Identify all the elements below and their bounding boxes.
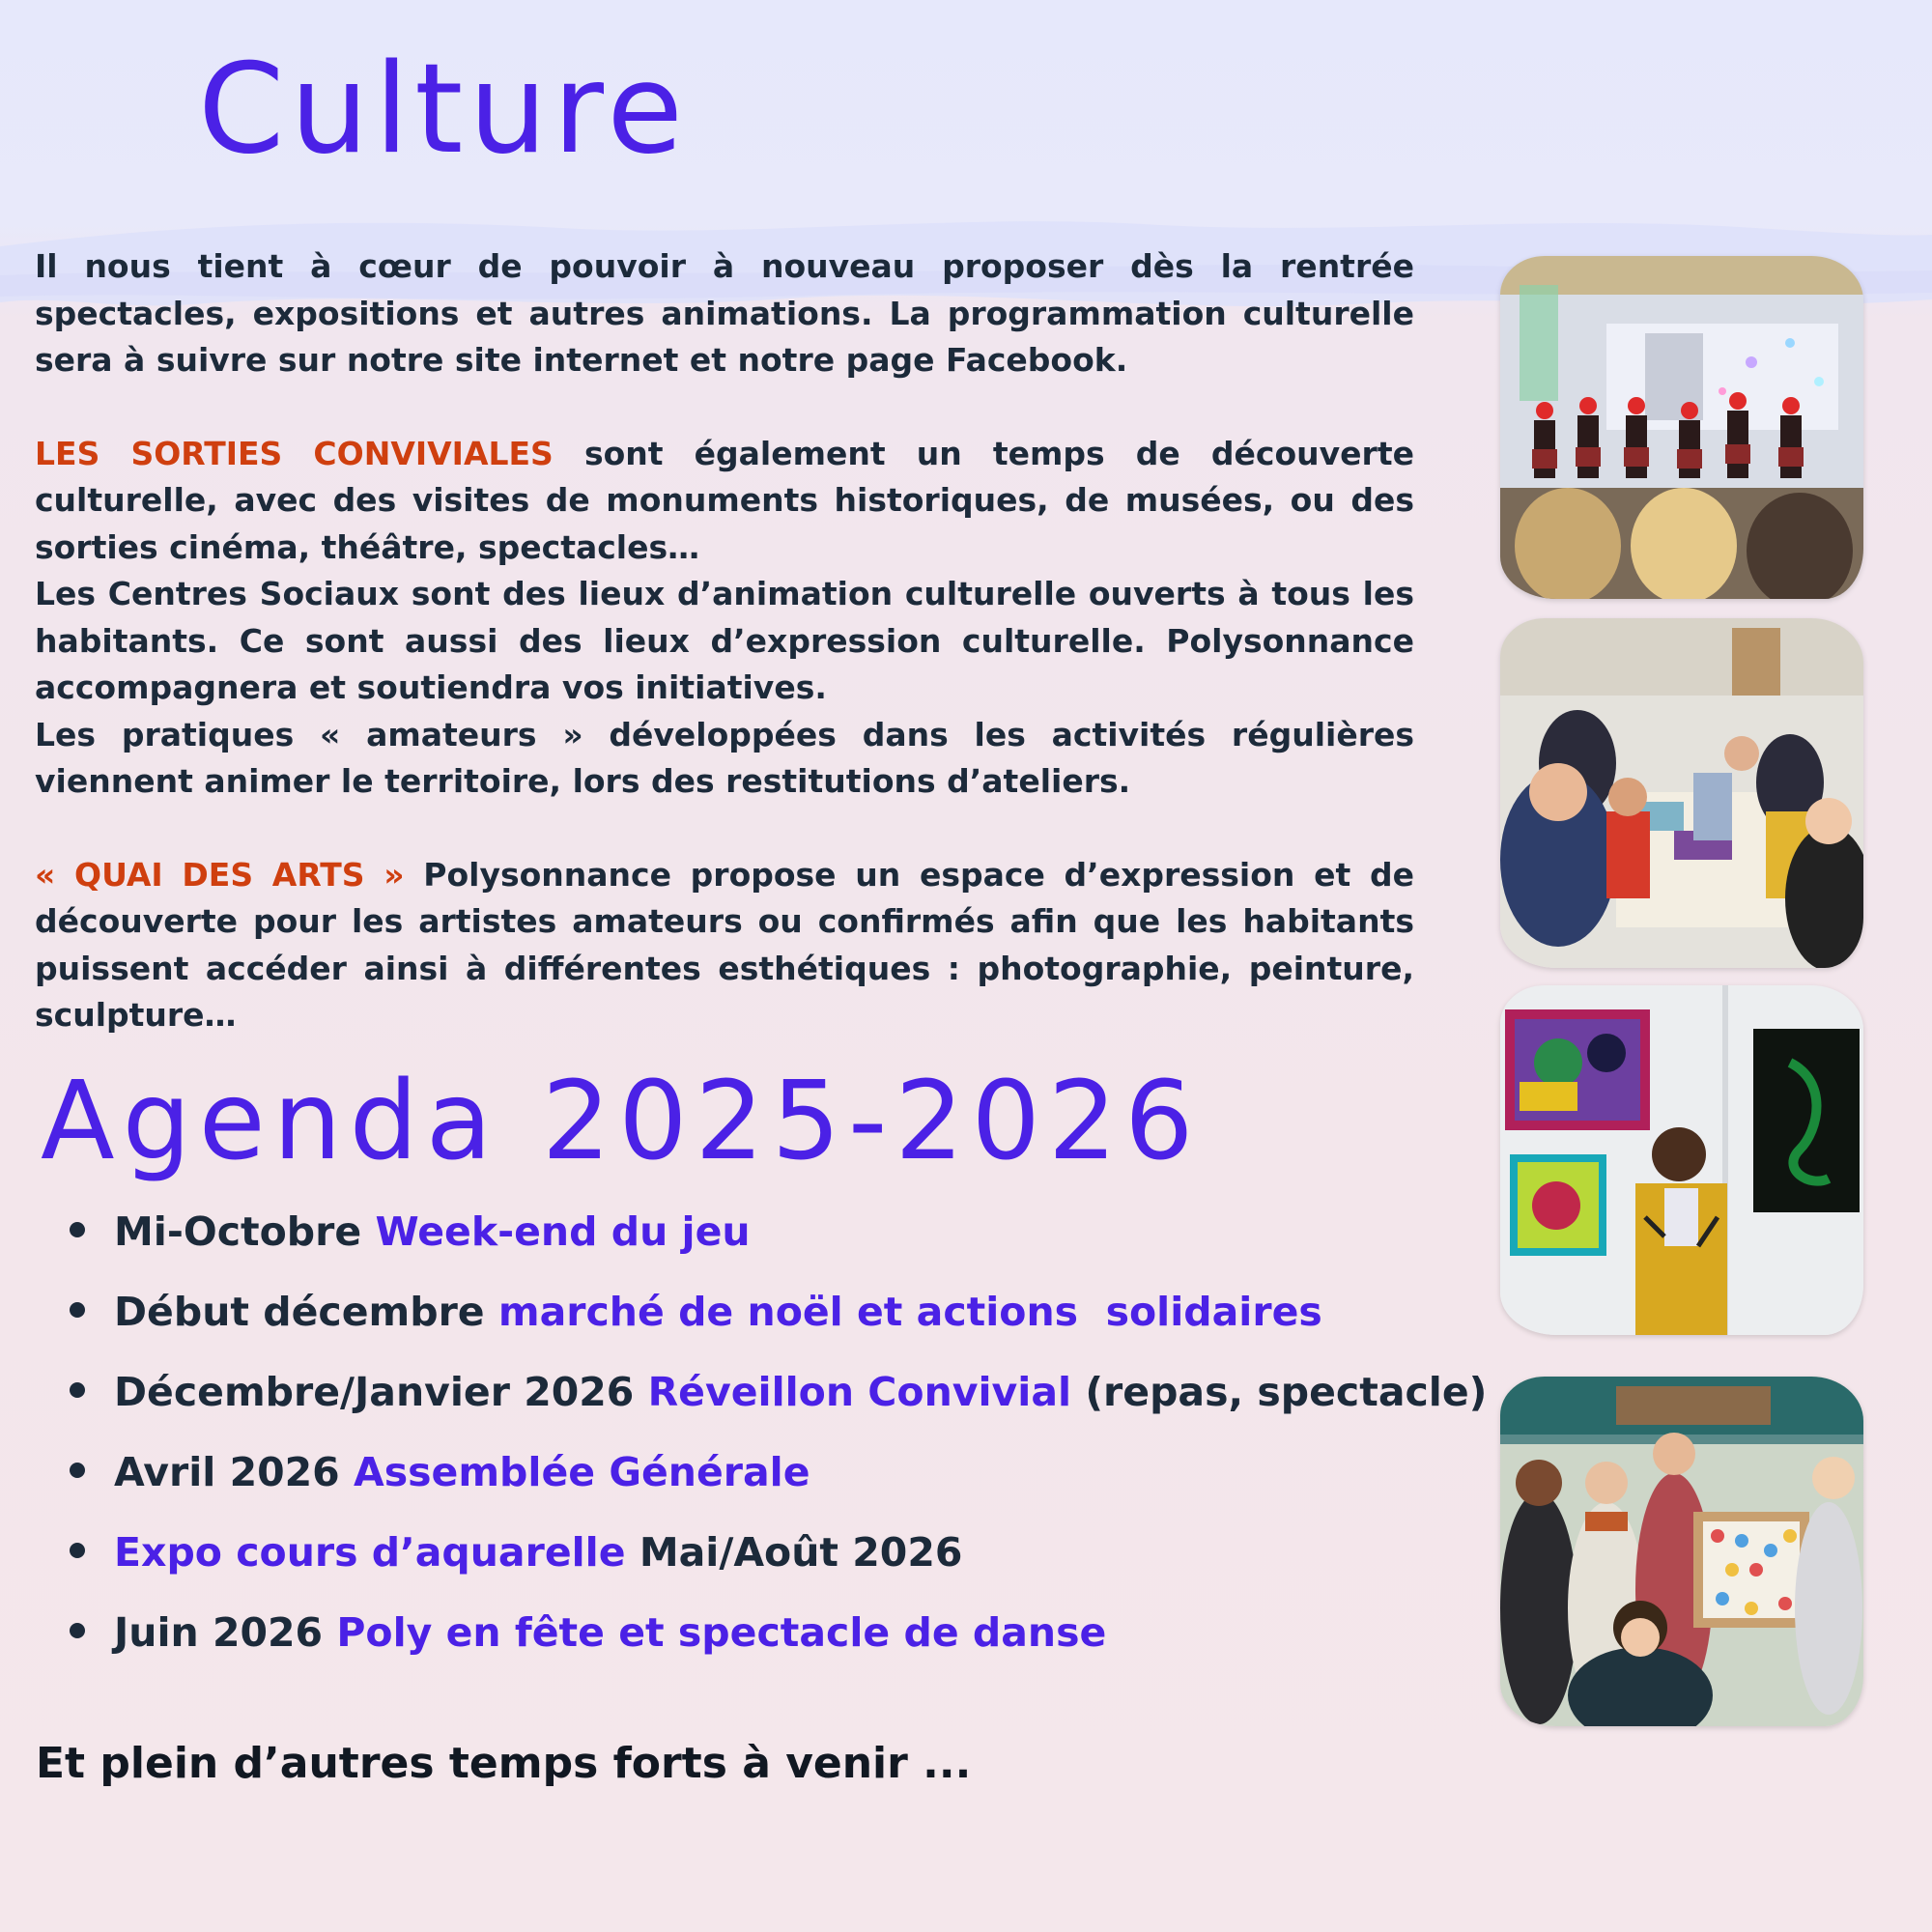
bullet-icon bbox=[70, 1222, 85, 1237]
intro-text bbox=[35, 243, 1414, 1039]
page-title: Culture bbox=[198, 38, 689, 182]
agenda-event: Réveillon Convivial bbox=[647, 1369, 1072, 1415]
bullet-icon bbox=[70, 1302, 85, 1318]
sorties-text: sont également un temps de découverte culturelle, avec des visites de monuments historiques, de musées, ou des sorties cinéma, théâtre, spectacles… bbox=[35, 434, 1414, 566]
agenda-date: Mi-Octobre bbox=[114, 1208, 376, 1255]
pratiques-amateurs-paragraph: Les pratiques « amateurs » développées dans les activités régulières viennent animer le territoire, lors des restitutions d’ateliers. bbox=[35, 715, 1414, 800]
quai-des-arts-paragraph bbox=[35, 852, 1414, 1039]
agenda-event: Expo cours d’aquarelle bbox=[114, 1529, 626, 1576]
photo-watercolor-group bbox=[1500, 1377, 1863, 1726]
intro-paragraph: Il nous tient à cœur de pouvoir à nouveau proposer dès la rentrée spectacles, expositions et autres animations. La programmation culturelle sera à suivre sur notre site internet et notre page Facebook. bbox=[35, 247, 1414, 379]
quai-des-arts-heading: « QUAI DES ARTS » bbox=[35, 855, 405, 894]
photo-dance-show bbox=[1500, 256, 1863, 599]
bullet-icon bbox=[70, 1623, 85, 1638]
agenda-extra: (repas, spectacle) bbox=[1071, 1369, 1488, 1415]
agenda-date: Avril 2026 bbox=[114, 1449, 354, 1495]
bullet-icon bbox=[70, 1463, 85, 1478]
closing-text: Et plein d’autres temps forts à venir ... bbox=[36, 1739, 972, 1788]
agenda-item bbox=[68, 1519, 1517, 1599]
bullet-icon bbox=[70, 1382, 85, 1398]
agenda-item bbox=[68, 1358, 1517, 1438]
agenda-date: Décembre/Janvier 2026 bbox=[114, 1369, 648, 1415]
agenda-title: Agenda 2025-2026 bbox=[41, 1059, 1202, 1184]
bullet-icon bbox=[70, 1543, 85, 1558]
quai-des-arts-text: Polysonnance propose un espace d’expression et de découverte pour les artistes amateurs ou confirmés afin que les habitants puissent accéder ainsi à différentes esthétiques : photographie, peinture, sculpture… bbox=[35, 855, 1414, 1034]
agenda-item bbox=[68, 1599, 1517, 1679]
agenda-event: marché de noël et actions solidaires bbox=[497, 1289, 1322, 1335]
photo-art-exhibition bbox=[1500, 985, 1863, 1335]
agenda-date: Début décembre bbox=[114, 1289, 498, 1335]
agenda-event: Week-end du jeu bbox=[375, 1208, 751, 1255]
sorties-heading: LES SORTIES CONVIVIALES bbox=[35, 434, 554, 472]
centres-sociaux-paragraph: Les Centres Sociaux sont des lieux d’animation culturelle ouverts à tous les habitants. Ce sont aussi des lieux d’expression culturelle. Polysonnance accompagnera et soutiendra vos initiatives. bbox=[35, 575, 1414, 706]
agenda-list bbox=[68, 1198, 1517, 1679]
photo-board-games bbox=[1500, 618, 1863, 968]
agenda-item bbox=[68, 1278, 1517, 1358]
agenda-item bbox=[68, 1198, 1517, 1278]
agenda-event: Poly en fête et spectacle de danse bbox=[336, 1609, 1107, 1656]
sorties-paragraph bbox=[35, 431, 1414, 572]
agenda-item bbox=[68, 1438, 1517, 1519]
agenda-date: Juin 2026 bbox=[114, 1609, 337, 1656]
agenda-extra: Mai/Août 2026 bbox=[625, 1529, 963, 1576]
agenda-event: Assemblée Générale bbox=[353, 1449, 810, 1495]
